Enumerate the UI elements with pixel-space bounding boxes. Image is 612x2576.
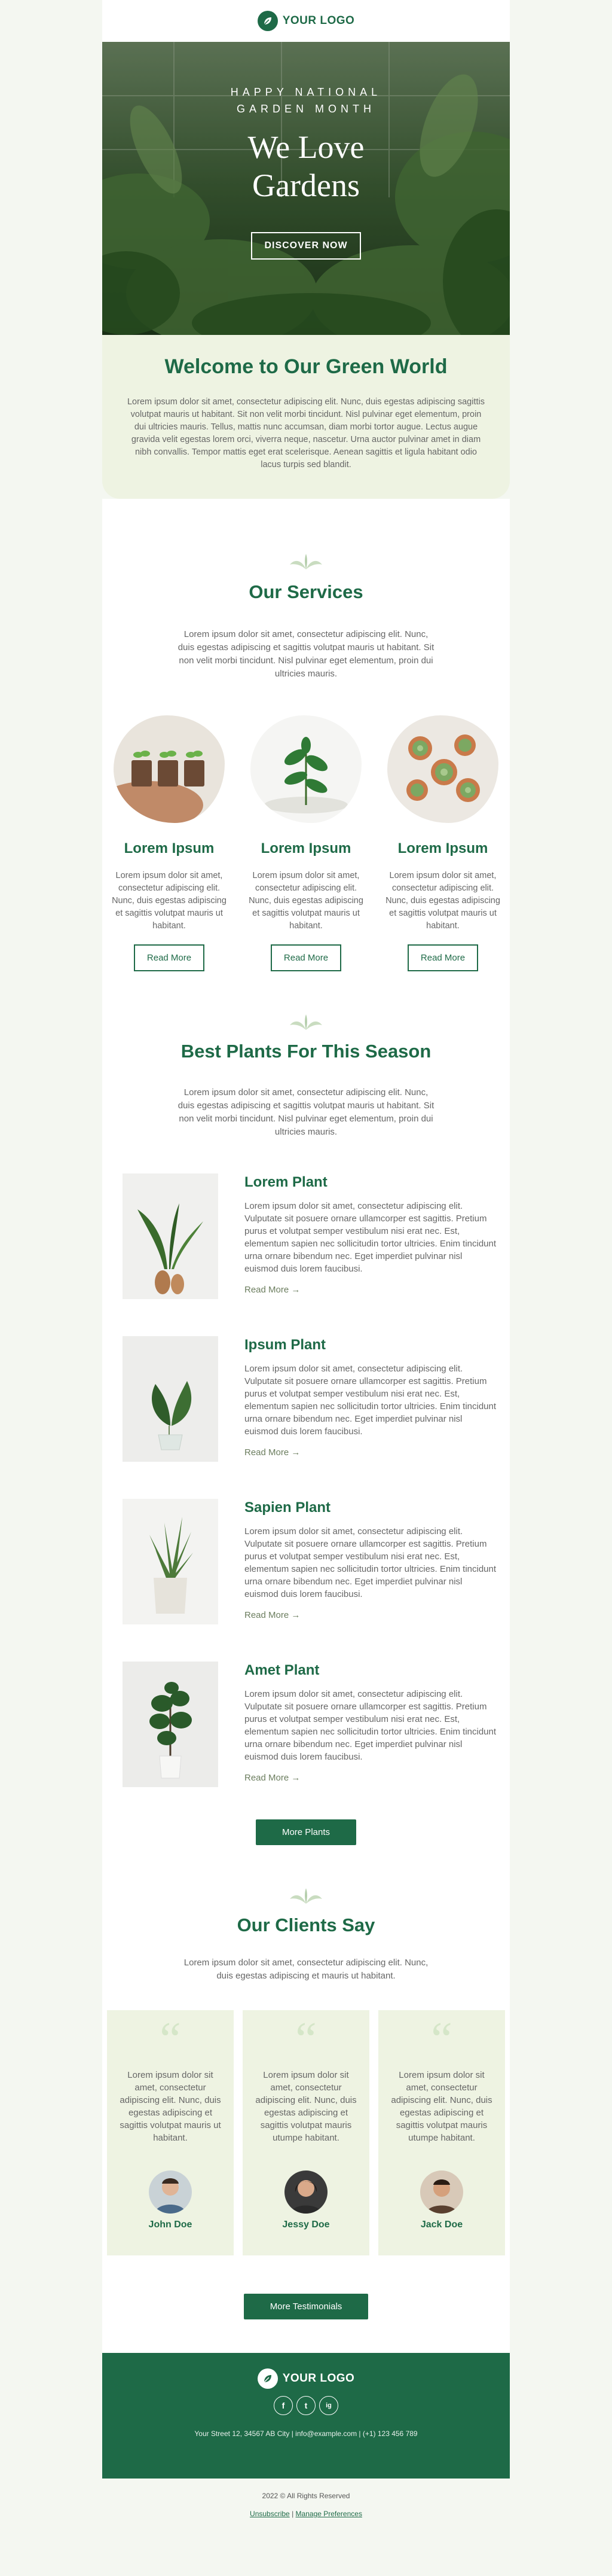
client-name: Jack Doe bbox=[420, 2220, 463, 2230]
plant-body: Lorem ipsum dolor sit amet, consectetur adipiscing elit. Vulputate sit posuere ornare ullamcorper est sagittis. Pretium purus et volutpat semper vestibulum nisi erat nec. Est, elementum sapien nec sollicitudin tortor ultricies. Enim tincidunt urna ornare bibendum nec. Eget imperdiet pulvinar nisl euismod duis lorem faucibusi. bbox=[244, 1201, 497, 1274]
plant-body: Lorem ipsum dolor sit amet, consectetur adipiscing elit. Vulputate sit posuere ornare ullamcorper est sagittis. Pretium purus et volutpat semper vestibulum nisi erat nec. Est, elementum sapien nec sollicitudin tortor ultricies. Enim tincidunt urna ornare bibendum nec. Eget imperdiet pulvinar nisl euismod duis lorem faucibusi. bbox=[244, 1689, 497, 1762]
avatar bbox=[149, 2170, 192, 2214]
service-body: Lorem ipsum dolor sit amet, consectetur adipiscing elit. Nunc, duis egestas adipiscing et sagittis volutpat mauris ut habitant. bbox=[249, 871, 363, 931]
header bbox=[102, 0, 510, 42]
manage-preferences-link[interactable]: Manage Preferences bbox=[295, 2510, 362, 2518]
read-more-button[interactable]: Read More bbox=[134, 944, 204, 971]
discover-now-button[interactable]: DISCOVER NOW bbox=[251, 232, 360, 260]
service-image-succulents bbox=[387, 715, 498, 823]
read-more-link[interactable]: Read More → bbox=[244, 1285, 301, 1295]
plant-body: Lorem ipsum dolor sit amet, consectetur adipiscing elit. Vulputate sit posuere ornare ullamcorper est sagittis. Pretium purus et volutpat semper vestibulum nisi erat nec. Est, elementum sapien nec sollicitudin tortor ultricies. Enim tincidunt urna ornare bibendum nec. Eget imperdiet pulvinar nisl euismod duis lorem faucibusi. bbox=[244, 1364, 497, 1437]
services-intro: Lorem ipsum dolor sit amet, consectetur adipiscing elit. Nunc, duis egestas adipiscing et sagittis volutpat mauris ut habitant. Sit non velit morbi tincidunt. Nisl pulvinar eget elementum, proin dui ultricies mauris. bbox=[178, 629, 434, 679]
facebook-icon[interactable]: f bbox=[274, 2396, 293, 2415]
testimonial-card bbox=[107, 2010, 234, 2255]
hero-title bbox=[102, 128, 510, 205]
welcome-title: Welcome to Our Green World bbox=[164, 355, 448, 378]
hero-title-text: We Love Gardens bbox=[247, 129, 365, 203]
plants-section bbox=[102, 971, 510, 1845]
testimonial-quote: Lorem ipsum dolor sit amet, consectetur adipiscing elit. Nunc, duis egestas adipiscing et sagittis volutpat mauris ut habitant. bbox=[120, 2070, 221, 2143]
logo-text[interactable]: YOUR LOGO bbox=[282, 14, 355, 27]
avatar bbox=[420, 2170, 463, 2214]
plant-image bbox=[123, 1173, 218, 1299]
footer-logo-text[interactable]: YOUR LOGO bbox=[282, 2372, 355, 2385]
service-image-plant bbox=[250, 715, 362, 823]
quote-icon: “ bbox=[160, 2013, 181, 2066]
avatar bbox=[284, 2170, 328, 2214]
more-testimonials-button[interactable]: More Testimonials bbox=[244, 2294, 369, 2319]
service-item bbox=[109, 715, 229, 971]
testimonial-quote: Lorem ipsum dolor sit amet, consectetur adipiscing elit. Nunc, duis egestas adipiscing et sagittis volutpat mauris utumpe habitant. bbox=[391, 2070, 492, 2143]
leaf-icon bbox=[258, 11, 278, 31]
quote-icon: “ bbox=[295, 2013, 317, 2066]
email-container bbox=[102, 0, 510, 2518]
plant-item bbox=[102, 1662, 510, 1787]
service-title: Lorem Ipsum bbox=[261, 840, 351, 856]
read-more-button[interactable]: Read More bbox=[271, 944, 341, 971]
copyright: 2022 © All Rights Reserved bbox=[262, 2492, 350, 2500]
plants-intro: Lorem ipsum dolor sit amet, consectetur adipiscing elit. Nunc, duis egestas adipiscing et sagittis volutpat mauris ut habitant. Sit non velit morbi tincidunt. Nisl pulvinar eget elementum, proin dui ultricies mauris. bbox=[178, 1087, 434, 1137]
read-more-link[interactable]: Read More → bbox=[244, 1447, 301, 1458]
services-section bbox=[102, 499, 510, 2353]
welcome-section bbox=[102, 335, 510, 499]
clients-title: Our Clients Say bbox=[237, 1915, 375, 1935]
services-title: Our Services bbox=[249, 581, 363, 602]
leaf-divider-icon bbox=[289, 553, 323, 571]
service-body: Lorem ipsum dolor sit amet, consectetur adipiscing elit. Nunc, duis egestas adipiscing et sagittis volutpat mauris ut habitant. bbox=[112, 871, 227, 931]
social-links bbox=[102, 2396, 510, 2415]
service-title: Lorem Ipsum bbox=[397, 840, 488, 856]
read-more-link[interactable]: Read More → bbox=[244, 1773, 301, 1783]
instagram-icon[interactable]: ig bbox=[319, 2396, 338, 2415]
plant-image bbox=[123, 1499, 218, 1624]
testimonial-card bbox=[243, 2010, 369, 2255]
legal-footer bbox=[102, 2479, 510, 2518]
plant-title: Sapien Plant bbox=[244, 1499, 331, 1516]
plant-image bbox=[123, 1336, 218, 1462]
service-item bbox=[383, 715, 503, 971]
plant-item bbox=[102, 1173, 510, 1299]
service-image-seedlings bbox=[114, 715, 225, 823]
service-item bbox=[246, 715, 366, 971]
unsubscribe-link[interactable]: Unsubscribe bbox=[250, 2510, 290, 2518]
testimonial-quote: Lorem ipsum dolor sit amet, consectetur adipiscing elit. Nunc, duis egestas adipiscing et sagittis volutpat mauris utumpe habitant. bbox=[255, 2070, 357, 2143]
plant-title: Ipsum Plant bbox=[244, 1337, 326, 1353]
plant-item bbox=[102, 1499, 510, 1624]
footer-address: Your Street 12, 34567 AB City | info@example.com | (+1) 123 456 789 bbox=[194, 2429, 418, 2438]
plant-image bbox=[123, 1662, 218, 1787]
service-title: Lorem Ipsum bbox=[124, 840, 215, 856]
testimonial-card bbox=[378, 2010, 505, 2255]
services-list bbox=[102, 715, 510, 971]
plant-body: Lorem ipsum dolor sit amet, consectetur adipiscing elit. Vulputate sit posuere ornare ullamcorper est sagittis. Pretium purus et volutpat semper vestibulum nisi erat nec. Est, elementum sapien nec sollicitudin tortor ultricies. Enim tincidunt urna ornare bibendum nec. Eget imperdiet pulvinar nisl euismod duis lorem faucibusi. bbox=[244, 1526, 497, 1599]
link-separator: | bbox=[292, 2510, 294, 2518]
testimonial-list bbox=[102, 2010, 510, 2255]
hero-kicker: HAPPY NATIONAL GARDEN MONTH bbox=[230, 86, 382, 115]
hero-banner bbox=[102, 42, 510, 335]
client-name: John Doe bbox=[148, 2220, 192, 2230]
clients-section bbox=[102, 1845, 510, 2353]
read-more-button[interactable]: Read More bbox=[408, 944, 478, 971]
clients-intro: Lorem ipsum dolor sit amet, consectetur adipiscing elit. Nunc, duis egestas adipiscing et mauris ut habitant. bbox=[183, 1958, 429, 1981]
plant-item bbox=[102, 1336, 510, 1462]
twitter-icon[interactable]: t bbox=[296, 2396, 316, 2415]
leaf-icon bbox=[258, 2368, 278, 2389]
plant-title: Lorem Plant bbox=[244, 1174, 328, 1190]
leaf-divider-icon bbox=[289, 1013, 323, 1031]
quote-icon: “ bbox=[431, 2013, 452, 2066]
footer bbox=[102, 2353, 510, 2479]
read-more-link[interactable]: Read More → bbox=[244, 1610, 301, 1620]
plants-title: Best Plants For This Season bbox=[180, 1041, 432, 1062]
leaf-divider-icon bbox=[289, 1887, 323, 1905]
client-name: Jessy Doe bbox=[282, 2220, 330, 2230]
more-plants-button[interactable]: More Plants bbox=[256, 1819, 356, 1845]
plant-title: Amet Plant bbox=[244, 1662, 320, 1678]
welcome-body: Lorem ipsum dolor sit amet, consectetur adipiscing elit. Nunc, duis egestas adipiscing sagittis volutpat mauris ut habitant. Sit non velit morbi tincidunt. Nisl pulvinar eget elementum, proin dui ultricies mauris. Tellus, mattis nunc accumsan, diam morbi tortor augue. Lectus augue gravida velit egestas lorem orci, viverra neque, nascetur. Urna auctor pulvinar amet in diam nibh convallis. Tempor mattis eget erat scelerisque. Aenean sagittis et ligula habitant odio lacus turpis sed blandit. bbox=[127, 397, 485, 470]
service-body: Lorem ipsum dolor sit amet, consectetur adipiscing elit. Nunc, duis egestas adipiscing et sagittis volutpat mauris ut habitant. bbox=[385, 871, 500, 931]
